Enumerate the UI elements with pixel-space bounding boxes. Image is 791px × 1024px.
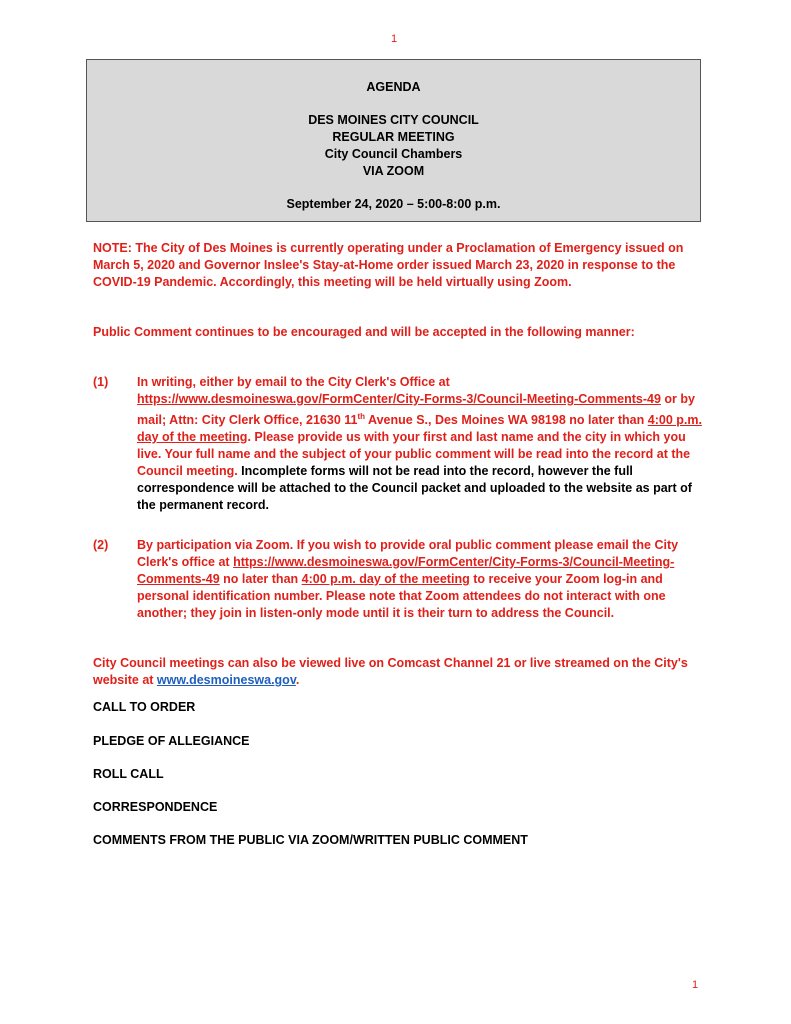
item2-text-a: By participation via Zoom. If you wish to provide oral public comment please email the City Clerk's office at xyxy=(137,538,679,569)
comment-form-link[interactable]: https://www.desmoineswa.gov/FormCenter/City-Forms-3/Council-Meeting-Comments-49 xyxy=(137,392,661,406)
website-link[interactable]: www.desmoineswa.gov xyxy=(156,673,296,687)
item1-sup: th xyxy=(357,412,366,421)
item1-text-e: Incomplete forms will not be read into the record, however the full correspondence will be attached to the Council packet and uploaded to the website as part of the permanent record. xyxy=(137,464,692,513)
agenda-item-roll-call: ROLL CALL xyxy=(93,767,164,781)
council-name: DES MOINES CITY COUNCIL xyxy=(308,113,479,127)
agenda-item-public-comments: COMMENTS FROM THE PUBLIC VIA ZOOM/WRITTEN PUBLIC COMMENT xyxy=(93,833,528,847)
item-number: (2) xyxy=(93,538,109,552)
agenda-item-correspondence: CORRESPONDENCE xyxy=(93,800,218,814)
viewing-text-a: City Council meetings can also be viewed live on Comcast Channel 21 or live streamed on the City's website at xyxy=(93,656,688,687)
item2-text-b: no later than xyxy=(219,572,302,586)
agenda-item-pledge: PLEDGE OF ALLEGIANCE xyxy=(93,734,250,748)
item1-text-c: Avenue S., Des Moines WA 98198 no later than xyxy=(365,413,648,428)
viewing-text-b: . xyxy=(295,673,300,687)
agenda-header-box xyxy=(86,59,701,222)
meeting-date-time: September 24, 2020 – 5:00-8:00 p.m. xyxy=(286,197,501,211)
comment-form-link[interactable]: https://www.desmoineswa.gov/FormCenter/City-Forms-3/Council-Meeting-Comments-49 xyxy=(137,555,675,586)
agenda-title: AGENDA xyxy=(366,80,421,94)
page-number-bottom: 1 xyxy=(692,979,699,991)
item1-text-d: . Please provide us with your first and last name and the city in which you live. Your full name and the subject of your public comment will be read into the record at the Council meeting. xyxy=(137,430,691,479)
item-number: (1) xyxy=(93,375,109,389)
item1-text-b: or by mail; Attn: City Clerk Office, 21630 11 xyxy=(137,392,695,428)
item2-text-c: to receive your Zoom log-in and personal identification number. Please note that Zoom attendees do not interact with one another; they join in listen-only mode until it is their turn to address the Council. xyxy=(137,572,666,620)
item1-deadline: 4:00 p.m. day of the meeting xyxy=(137,413,702,445)
meeting-type: REGULAR MEETING xyxy=(332,130,455,144)
public-comment-intro: Public Comment continues to be encouraged and will be accepted in the following manner: xyxy=(93,325,635,339)
item2-deadline: 4:00 p.m. day of the meeting xyxy=(301,572,470,586)
item1-text-a: In writing, either by email to the City Clerk's Office at xyxy=(137,375,450,389)
emergency-note: NOTE: The City of Des Moines is currently operating under a Proclamation of Emergency issued on March 5, 2020 and Governor Inslee's Stay-at-Home order issued March 23, 2020 in response to the COVID-19 Pandemic. Accordingly, this meeting will be held virtually using Zoom. xyxy=(93,241,684,289)
viewing-info xyxy=(93,655,713,689)
agenda-item-call-to-order: CALL TO ORDER xyxy=(93,700,196,714)
page-number-top: 1 xyxy=(391,33,398,45)
meeting-location: City Council Chambers xyxy=(324,147,463,161)
meeting-via: VIA ZOOM xyxy=(362,164,425,178)
